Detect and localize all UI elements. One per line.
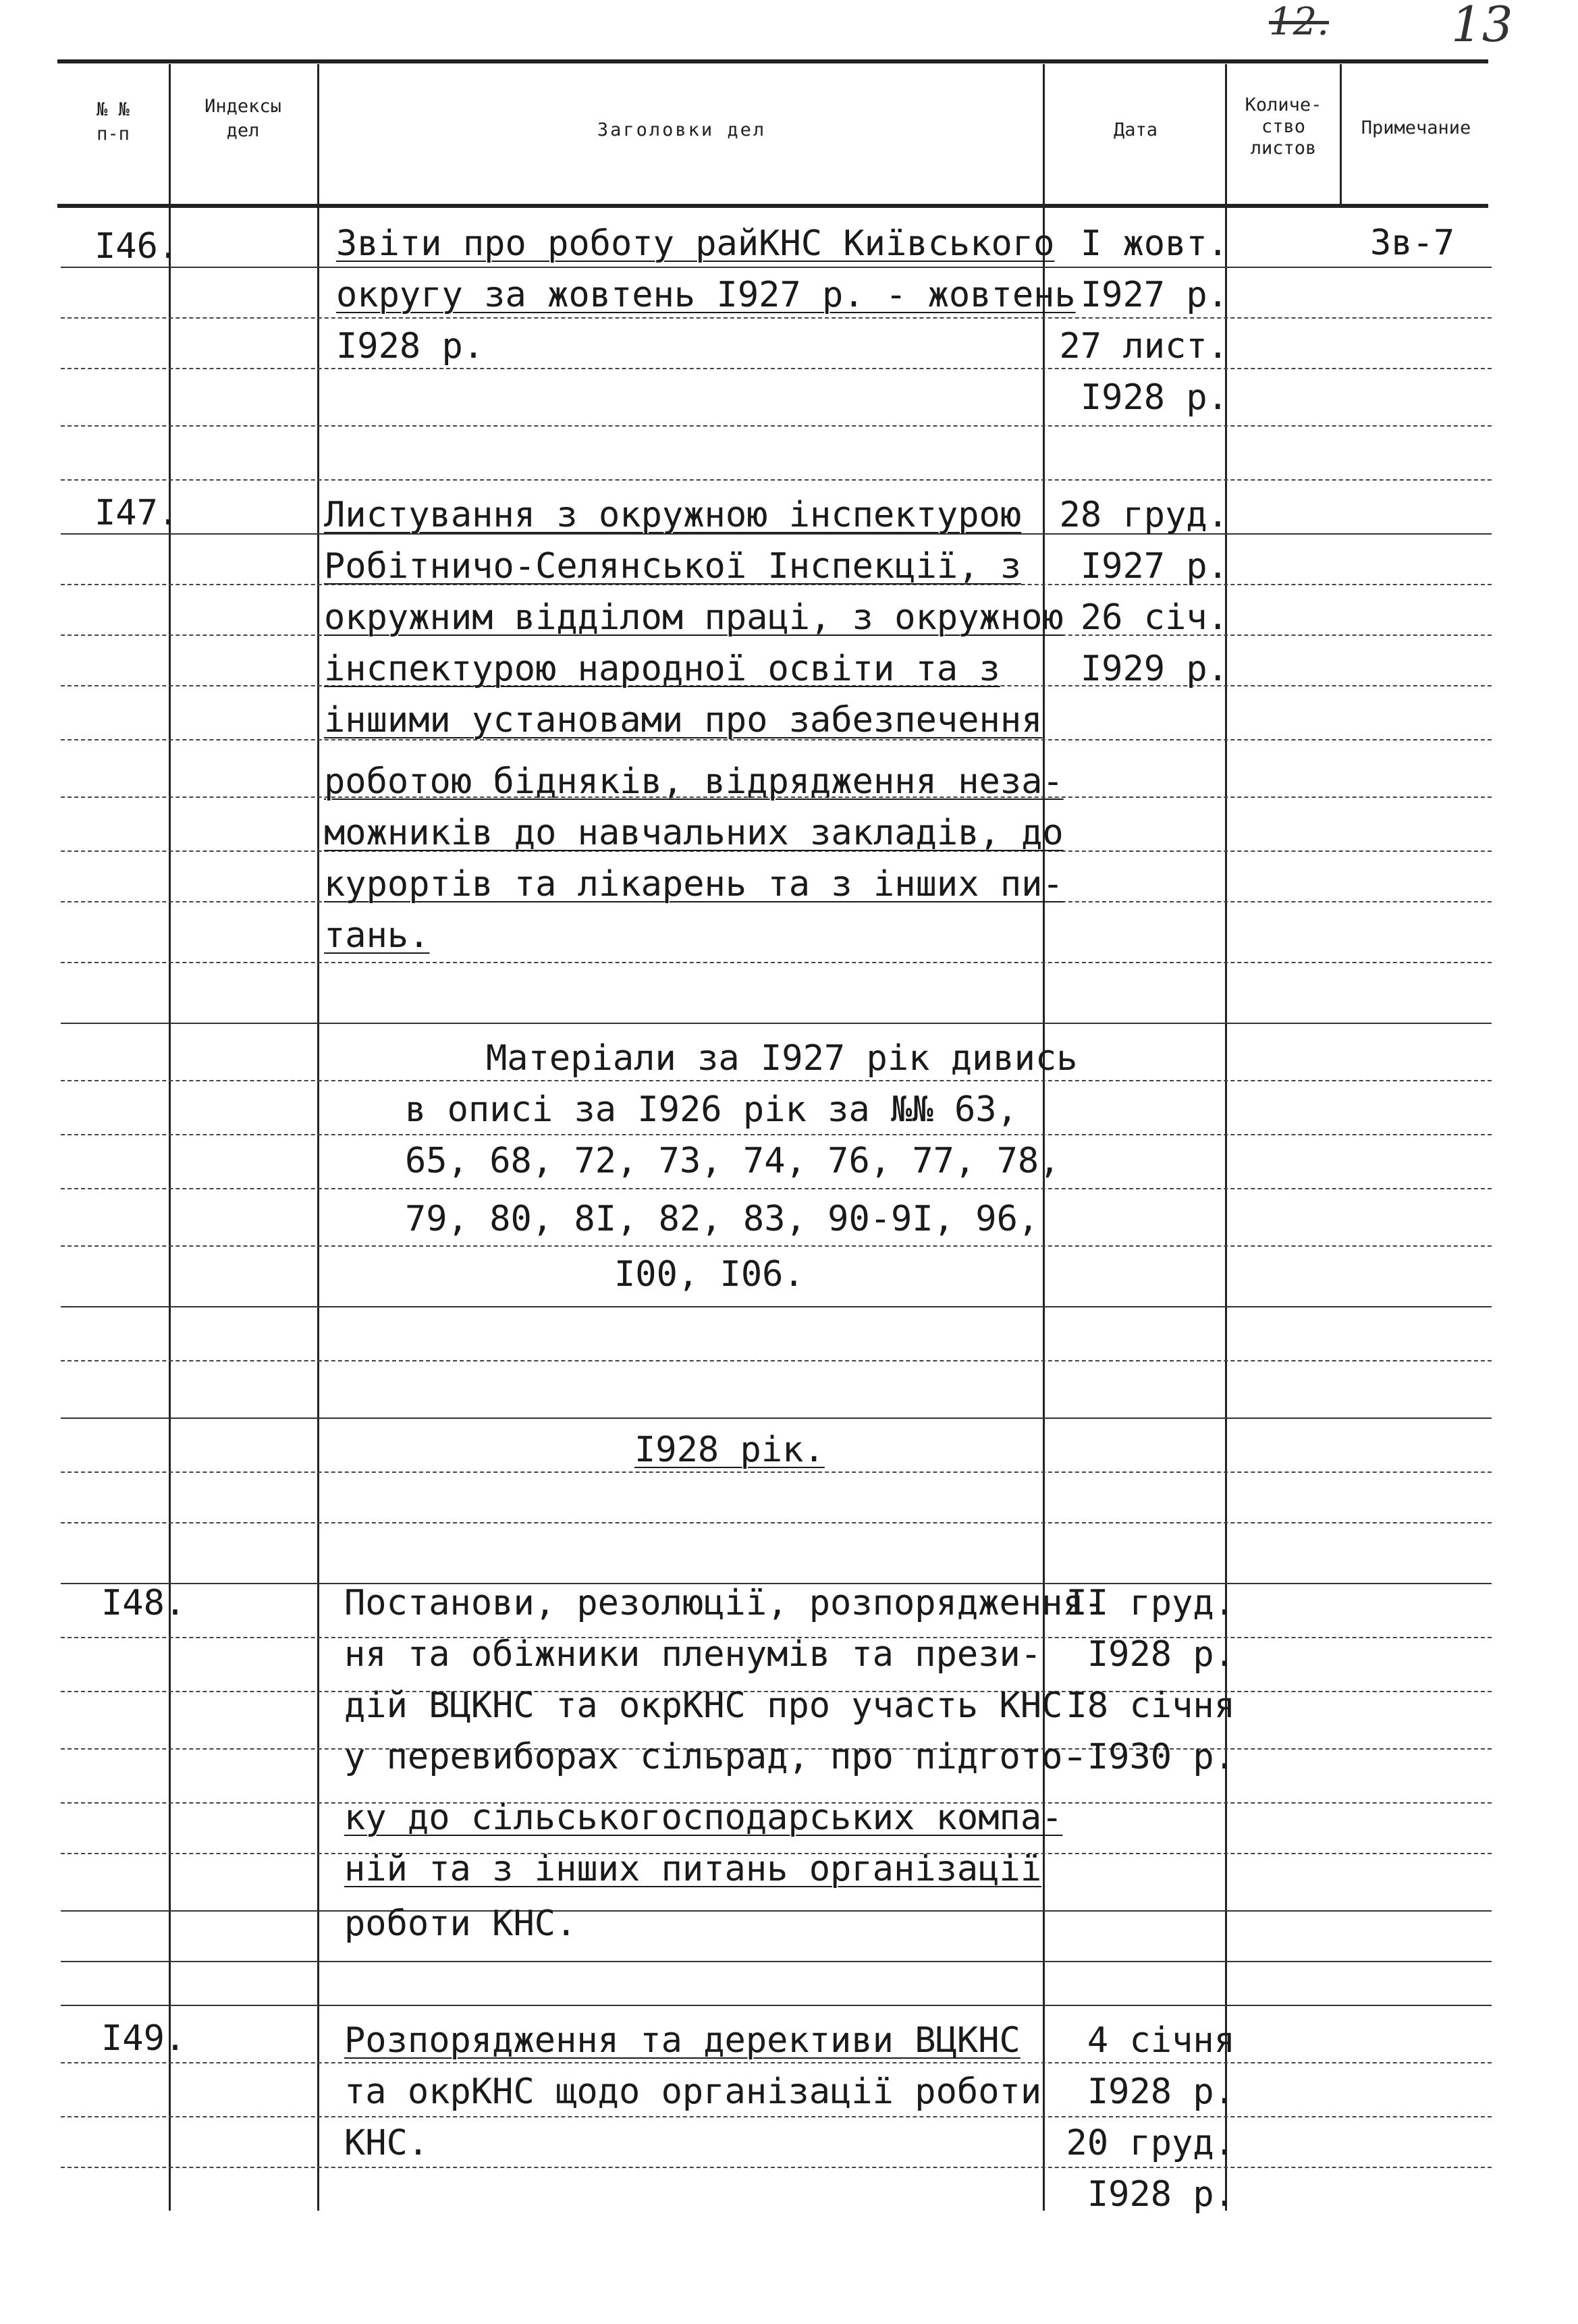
entry-title-line: Розпорядження та дерективи ВЦКНС	[344, 2020, 1021, 2061]
row-guide	[61, 1188, 1492, 1189]
header-bottom-border	[57, 204, 1488, 208]
entry-date: -I930 р.	[1066, 1737, 1235, 1777]
materials-note-line: в описі за I926 рік за №№ 63,	[405, 1089, 1018, 1130]
row-guide	[61, 962, 1492, 963]
row-guide	[61, 1023, 1492, 1024]
entry-title-line: округу за жовтень I927 р. - жовтень	[336, 275, 1076, 315]
entry-title-line: роботою бідняків, відрядження неза-	[324, 761, 1064, 802]
header-date: Дата	[1113, 119, 1158, 140]
entry-number: I46.	[94, 226, 180, 267]
entry-title-line: Листування з окружною інспектурою	[324, 495, 1022, 535]
entry-date: 4 січня	[1087, 2020, 1235, 2061]
entry-date: I928 р.	[1087, 2174, 1235, 2215]
struck-page-number: 12.	[1269, 0, 1330, 44]
entry-title-line: інспектурою народної освіти та з	[324, 649, 1000, 689]
entry-date: 27 лист.	[1059, 326, 1228, 367]
header-sheet-count: Количе- ство листов	[1245, 94, 1322, 159]
materials-note-line: 79, 80, 8I, 82, 83, 90-9I, 96,	[405, 1199, 1039, 1239]
header-number: № № п-п	[97, 99, 130, 144]
entry-title-line: у перевиборах сільрад, про підгото-	[344, 1737, 1084, 1777]
entry-note: Зв-7	[1370, 223, 1455, 263]
entry-title-line: Робітничо-Селянської Інспекції, з	[324, 546, 1022, 587]
entry-title-line: можників до навчальних закладів, до	[324, 813, 1064, 853]
entry-title-line: іншими установами про забезпечення	[324, 700, 1043, 740]
column-divider-1	[169, 64, 171, 2211]
entry-date: I928 р.	[1080, 377, 1228, 418]
entry-date: I928 р.	[1087, 2072, 1235, 2112]
entry-title-line: КНС.	[344, 2123, 429, 2163]
entry-title-line: курортів та лікарень та з інших пи-	[324, 864, 1064, 904]
entry-title-line: Постанови, резолюції, розпорядження-	[344, 1583, 1106, 1623]
year-heading: I928 рік.	[634, 1430, 825, 1470]
entry-title-line: тань.	[324, 915, 430, 956]
handwritten-page-number: 13	[1451, 0, 1513, 53]
row-guide	[61, 2005, 1492, 2006]
entry-number: I47.	[94, 493, 180, 533]
row-guide	[61, 1417, 1492, 1419]
row-guide	[61, 1306, 1492, 1307]
entry-title-line: роботи КНС.	[344, 1903, 577, 1944]
row-guide	[61, 1245, 1492, 1247]
header-notes: Примечание	[1361, 117, 1471, 138]
entry-number: I49.	[101, 2018, 186, 2059]
row-guide	[61, 1961, 1492, 1962]
header-title: Заголовки дел	[597, 119, 767, 140]
entry-date: 28 груд.	[1059, 495, 1228, 535]
column-divider-2	[317, 64, 319, 2211]
entry-date: 20 груд.	[1066, 2123, 1235, 2163]
entry-date: I927 р.	[1080, 546, 1228, 587]
entry-date: II груд.	[1066, 1583, 1235, 1623]
row-guide	[61, 425, 1492, 427]
materials-note-line: Матеріали за I927 рік дивись	[486, 1038, 1078, 1079]
entry-title-line: окружним відділом праці, з окружною	[324, 597, 1064, 638]
entry-title-line: ній та з інших питань організації	[344, 1849, 1042, 1889]
entry-title-line: ку до сільськогосподарських компа-	[344, 1798, 1063, 1838]
row-guide	[61, 479, 1492, 481]
entry-title-line: Звіти про роботу райКНС Київського	[336, 223, 1055, 264]
entry-date: I927 р.	[1080, 275, 1228, 315]
entry-date: 26 січ.	[1080, 597, 1228, 638]
entry-title-line: дій ВЦКНС та окрКНС про участь КНС	[344, 1685, 1063, 1726]
row-guide	[61, 2167, 1492, 2168]
entry-date: I928 р.	[1087, 1634, 1235, 1675]
entry-title-line: ня та обіжники пленумів та прези-	[344, 1634, 1042, 1675]
row-guide	[61, 1360, 1492, 1361]
row-guide	[61, 1910, 1492, 1912]
entry-number: I48.	[101, 1583, 186, 1623]
materials-note-line: 65, 68, 72, 73, 74, 76, 77, 78,	[405, 1141, 1060, 1181]
entry-date: I929 р.	[1080, 649, 1228, 689]
row-guide	[61, 1522, 1492, 1523]
table-top-border	[57, 59, 1488, 63]
entry-date: I жовт.	[1080, 223, 1228, 264]
entry-title-line: та окрКНС щодо організації роботи	[344, 2072, 1042, 2112]
entry-title-line: I928 р.	[336, 326, 485, 367]
entry-date: I8 січня	[1066, 1685, 1235, 1726]
header-index: Индексы дел	[205, 96, 281, 141]
materials-note-line: I00, I06.	[614, 1254, 805, 1295]
row-guide	[61, 368, 1492, 369]
